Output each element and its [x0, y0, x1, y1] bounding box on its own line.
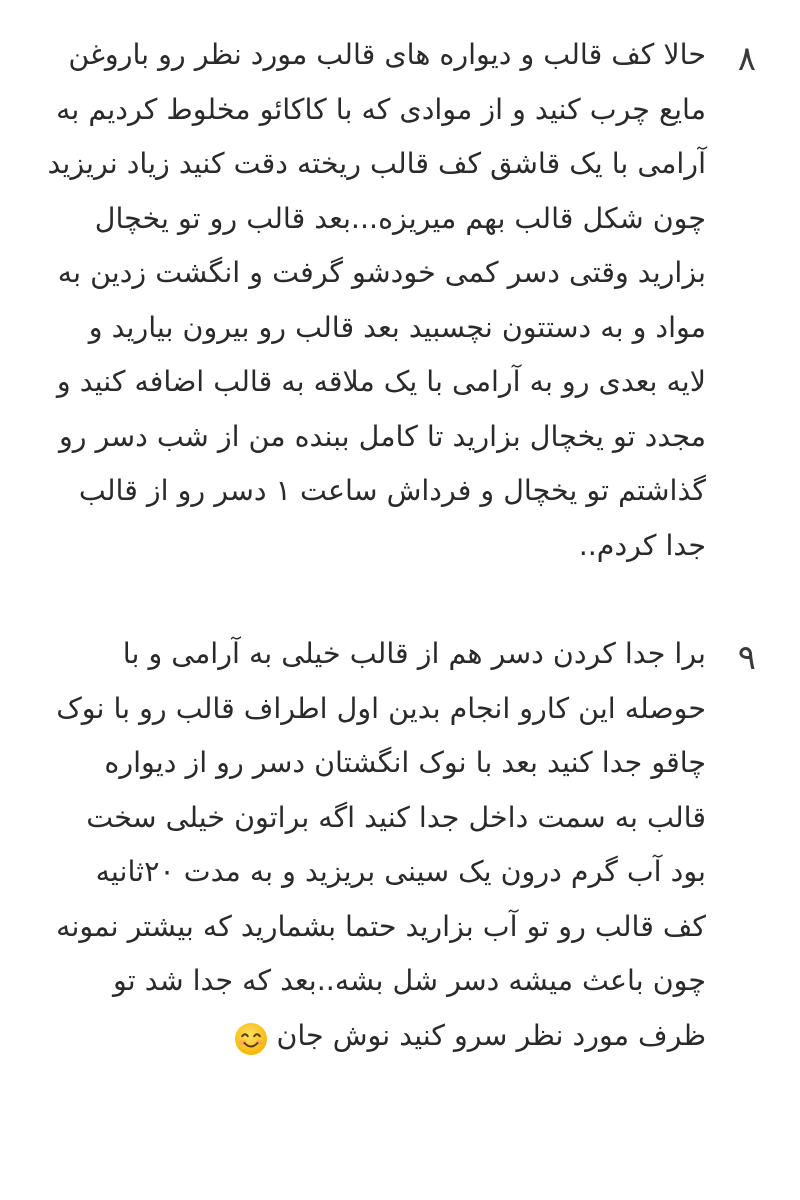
step-text: [44, 28, 706, 573]
smiling-face-emoji-icon: [234, 1020, 268, 1054]
step-8: [0, 28, 800, 573]
step-text-content: برا جدا کردن دسر هم از قالب خیلی به آرامی و با حوصله این کارو انجام بدین اول اطراف قالب رو با نوک چاقو جدا کنید بعد با نوک انگشتان دسر رو از دیواره قالب به سمت داخل جدا کنید اگه براتون خیلی سخت بود آب گرم درون یک سینی بریزید و به مدت ۲۰ثانیه کف قالب رو تو آب بزارید حتما بشمارید که بیشتر نمونه چون باعث میشه دسر شل بشه..بعد که جدا شد تو ظرف مورد نظر سرو کنید نوش جان: [56, 637, 706, 1052]
step-text: [44, 627, 706, 1063]
step-number: ۸: [737, 39, 756, 79]
step-text-content: حالا کف قالب و دیواره های قالب مورد نظر رو باروغن مایع چرب کنید و از موادی که با کاکائو مخلوط کردیم به آرامی با یک قاشق کف قالب ریخته دقت کنید زیاد نریزید چون شکل قالب بهم میریزه...بعد قالب رو تو یخچال بزارید وقتی دسر کمی خودشو گرفت و انگشت زدین به مواد و به دستتون نچسبید بعد قالب رو بیرون بیارید و لایه بعدی رو به آرامی با یک ملاقه به قالب اضافه کنید و مجدد تو یخچال بزارید تا کامل ببنده من از شب دسر رو گذاشتم تو یخچال و فرداش ساعت ۱ دسر رو از قالب جدا کردم..: [47, 38, 706, 562]
step-9: [0, 627, 800, 1063]
step-number: ۹: [737, 638, 756, 678]
